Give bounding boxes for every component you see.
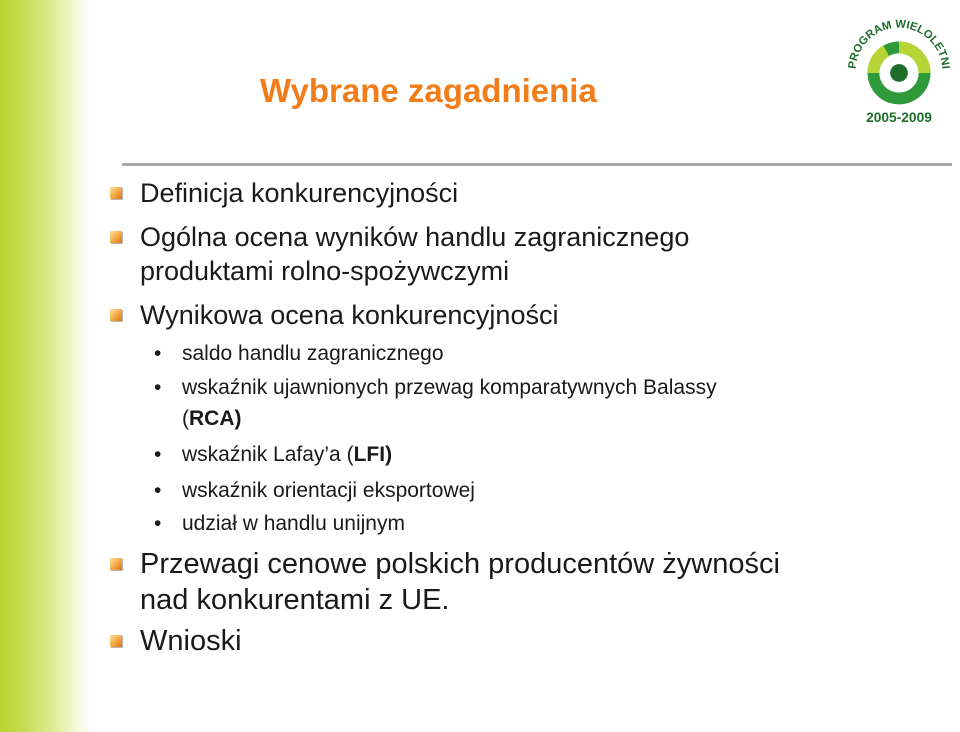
slide-title: Wybrane zagadnienia <box>260 72 597 109</box>
bullet-dot-icon: • <box>154 512 162 535</box>
square-bullet-icon <box>110 309 122 321</box>
bullet-text-line1: Ogólna ocena wyników handlu zagranicznego <box>140 222 690 252</box>
square-bullet-icon <box>110 231 122 243</box>
sub-item-text-line1: wskaźnik ujawnionych przewag komparatywnych Balassy <box>182 376 717 399</box>
bullet-text-line2: nad konkurentami z UE. <box>140 584 450 616</box>
sub-item-text-line2 <box>182 403 242 434</box>
bullet-text-line1: Przewagi cenowe polskich producentów żywności <box>140 548 780 580</box>
sub-item-text <box>182 439 392 470</box>
rca-paren: ( <box>182 407 189 430</box>
bullet-dot-icon: • <box>154 443 162 466</box>
bullet-dot-icon: • <box>154 479 162 502</box>
square-bullet-icon <box>110 635 122 647</box>
logo-arc-text: PROGRAM WIELOLETNI <box>846 18 952 70</box>
sub-item-text: udział w handlu unijnym <box>182 512 405 535</box>
square-bullet-icon <box>110 558 122 570</box>
bullet-text: Wynikowa ocena konkurencyjności <box>140 300 559 330</box>
logo-years: 2005-2009 <box>866 110 932 126</box>
sub-item-text: wskaźnik orientacji eksportowej <box>182 479 475 502</box>
sub-item-text: saldo handlu zagranicznego <box>182 342 444 365</box>
bullet-text: Definicja konkurencyjności <box>140 178 459 208</box>
bullet-text: Wnioski <box>140 625 242 657</box>
square-bullet-icon <box>110 187 122 199</box>
lfi-text: wskaźnik Lafay’a ( <box>182 443 354 466</box>
lfi-abbrev: LFI) <box>353 443 393 466</box>
bullet-dot-icon: • <box>154 342 162 365</box>
bullet-text-line2: produktami rolno-spożywczymi <box>140 256 510 286</box>
bullet-dot-icon: • <box>154 376 162 399</box>
rca-abbrev: RCA) <box>189 407 242 430</box>
